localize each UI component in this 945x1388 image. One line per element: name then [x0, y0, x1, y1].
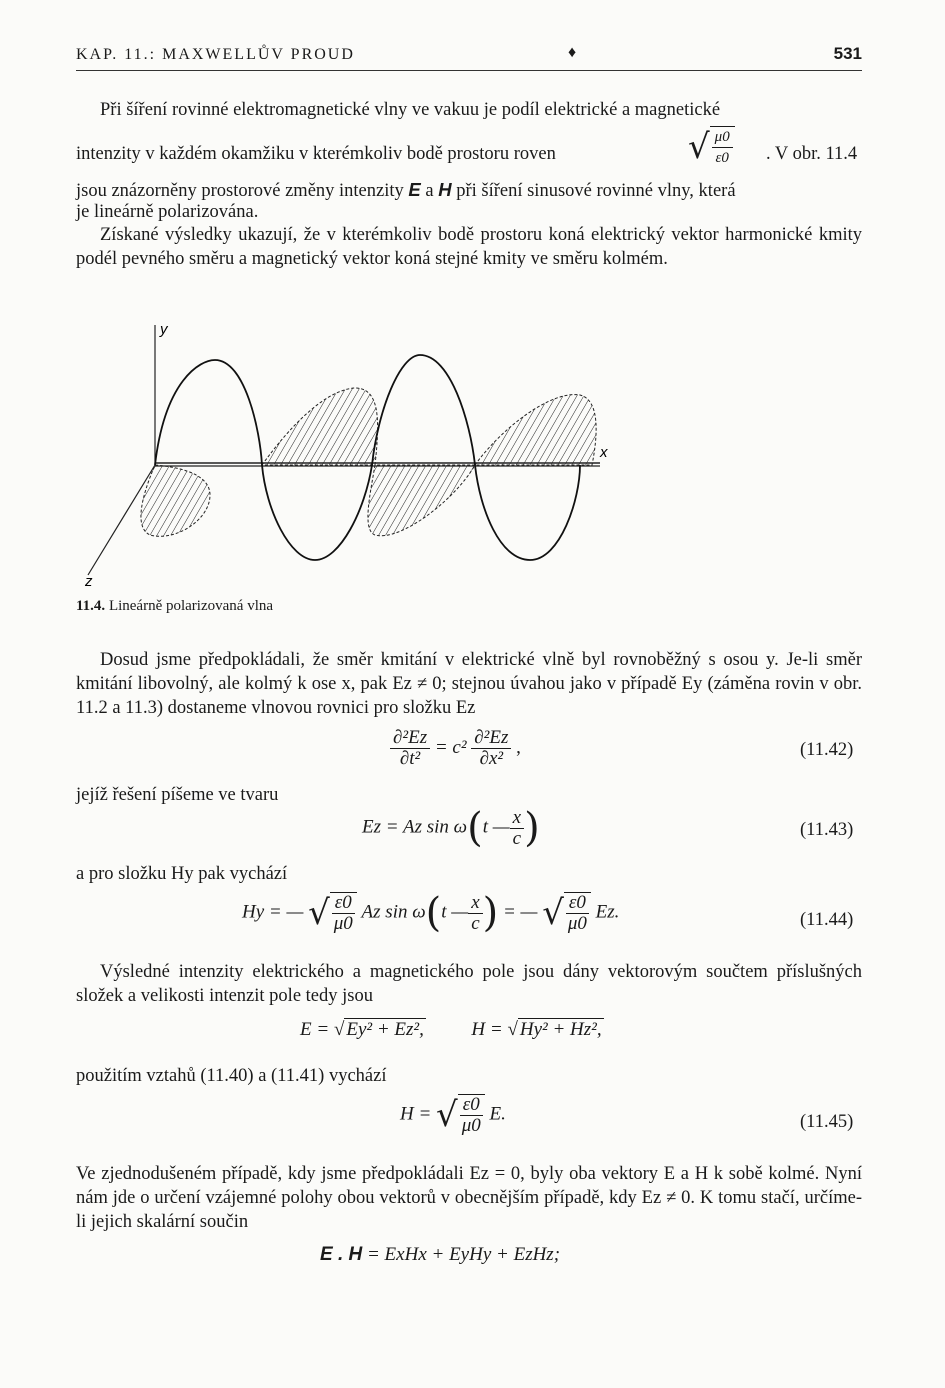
equation-dot-product: E . H = ExHx + EyHy + EzHz; — [320, 1244, 561, 1265]
para5: Ve zjednodušeném případě, kdy jsme předpokládali Ez = 0, byly oba vektory E a H k sobě kolmé. Nyní nám jde o určení vzájemné polohy obou vektorů v obecnějším případě, kdy Ez ≠ 0. K tomu stačí, určíme-li jejich skalární součin — [76, 1164, 862, 1232]
figure-caption: 11.4. Lineárně polarizovaná vlna — [76, 598, 274, 614]
equation-11-43: Ez = Az sin ω(t — $\frac{x}{c}$ ) — [362, 805, 540, 851]
para1-line3: jsou znázorněny prostorové změny intenzity E a H při šíření sinusové rovinné vlny, která — [76, 179, 736, 201]
h-wave-lobe-1 — [141, 465, 210, 536]
eqno-11-43: (11.43) — [800, 820, 854, 840]
h-wave-lobe-3 — [368, 465, 475, 536]
h-wave-lobe-2 — [262, 388, 378, 465]
equation-magnitudes: E = √ Ey² + Ez², H = √ Hy² + Hz², — [300, 1019, 602, 1040]
x-axis-label: x — [600, 444, 608, 461]
text-jejiz: jejíž řešení píšeme ve tvaru — [76, 785, 279, 805]
para1-line1: Při šíření rovinné elektromagnetické vlny ve vakuu je podíl elektrické a magnetické — [100, 100, 721, 120]
para2: Získané výsledky ukazují, že v kterémkoliv bodě prostoru koná elektrický vektor harmonické kmity podél pevného směru a magnetický vektor koná stejné kmity ve směru kolmém. — [76, 225, 862, 269]
page-number: 531 — [833, 44, 862, 63]
text-hy: a pro složku Hy pak vychází — [76, 864, 288, 884]
z-axis-label: z — [85, 573, 93, 590]
eqno-11-42: (11.42) — [800, 740, 854, 760]
text-pouzitim: použitím vztahů (11.40) a (11.41) vychází — [76, 1066, 387, 1086]
para4: Výsledné intenzity elektrického a magnetického pole jsou dány vektorovým součtem příslušných složek a velikosti intenzit pole tedy jsou — [76, 962, 862, 1006]
wave-figure — [80, 320, 620, 590]
para3: Dosud jsme předpokládali, že směr kmitání v elektrické vlně byl rovnoběžný s osou y. Je-li směr kmitání libovolný, ale kolmý k ose x, pak Ez ≠ 0; stejnou úvahou jako v případě Ey (záměna rovin v obr. 11.2 a 11.3) dostaneme vlnovou rovnici pro složku Ez — [76, 650, 862, 718]
eqno-11-45: (11.45) — [800, 1112, 854, 1132]
h-wave-lobe-4 — [475, 395, 596, 465]
page-header — [76, 44, 862, 71]
equation-11-44: Hy = — √ $\frac{\varepsilon 0}{\mu 0}$ Az sin ω(t — $\frac{x}{c}$ ) = — √ $\frac{\varepsilon 0}{\mu 0}$ Ez. — [242, 890, 620, 936]
chapter-title: KAP. 11.: MAXWELLŮV PROUD — [76, 46, 355, 63]
sqrt-mu-eps: √ $\frac{\mu 0}{\varepsilon 0}$ — [688, 126, 735, 168]
para1-line2: intenzity v každém okamžiku v kterémkoliv bodě prostoru roven √ $\frac{\mu 0}{\varepsilon 0}$ . V obr. 11.4 — [76, 127, 858, 167]
equation-11-42: $\frac{\text{∂²Ez}}{\text{∂t²}}$ = c² $\frac{\text{∂²Ez}}{\text{∂x²}}$ , — [390, 728, 521, 769]
eqno-11-44: (11.44) — [800, 910, 854, 930]
para1-line4: je lineárně polarizována. — [76, 202, 259, 222]
ornament-icon: ♦ — [568, 44, 577, 61]
equation-11-45: H = √ $\frac{\varepsilon 0}{\mu 0}$ E. — [400, 1094, 506, 1136]
y-axis-label: y — [160, 321, 168, 338]
